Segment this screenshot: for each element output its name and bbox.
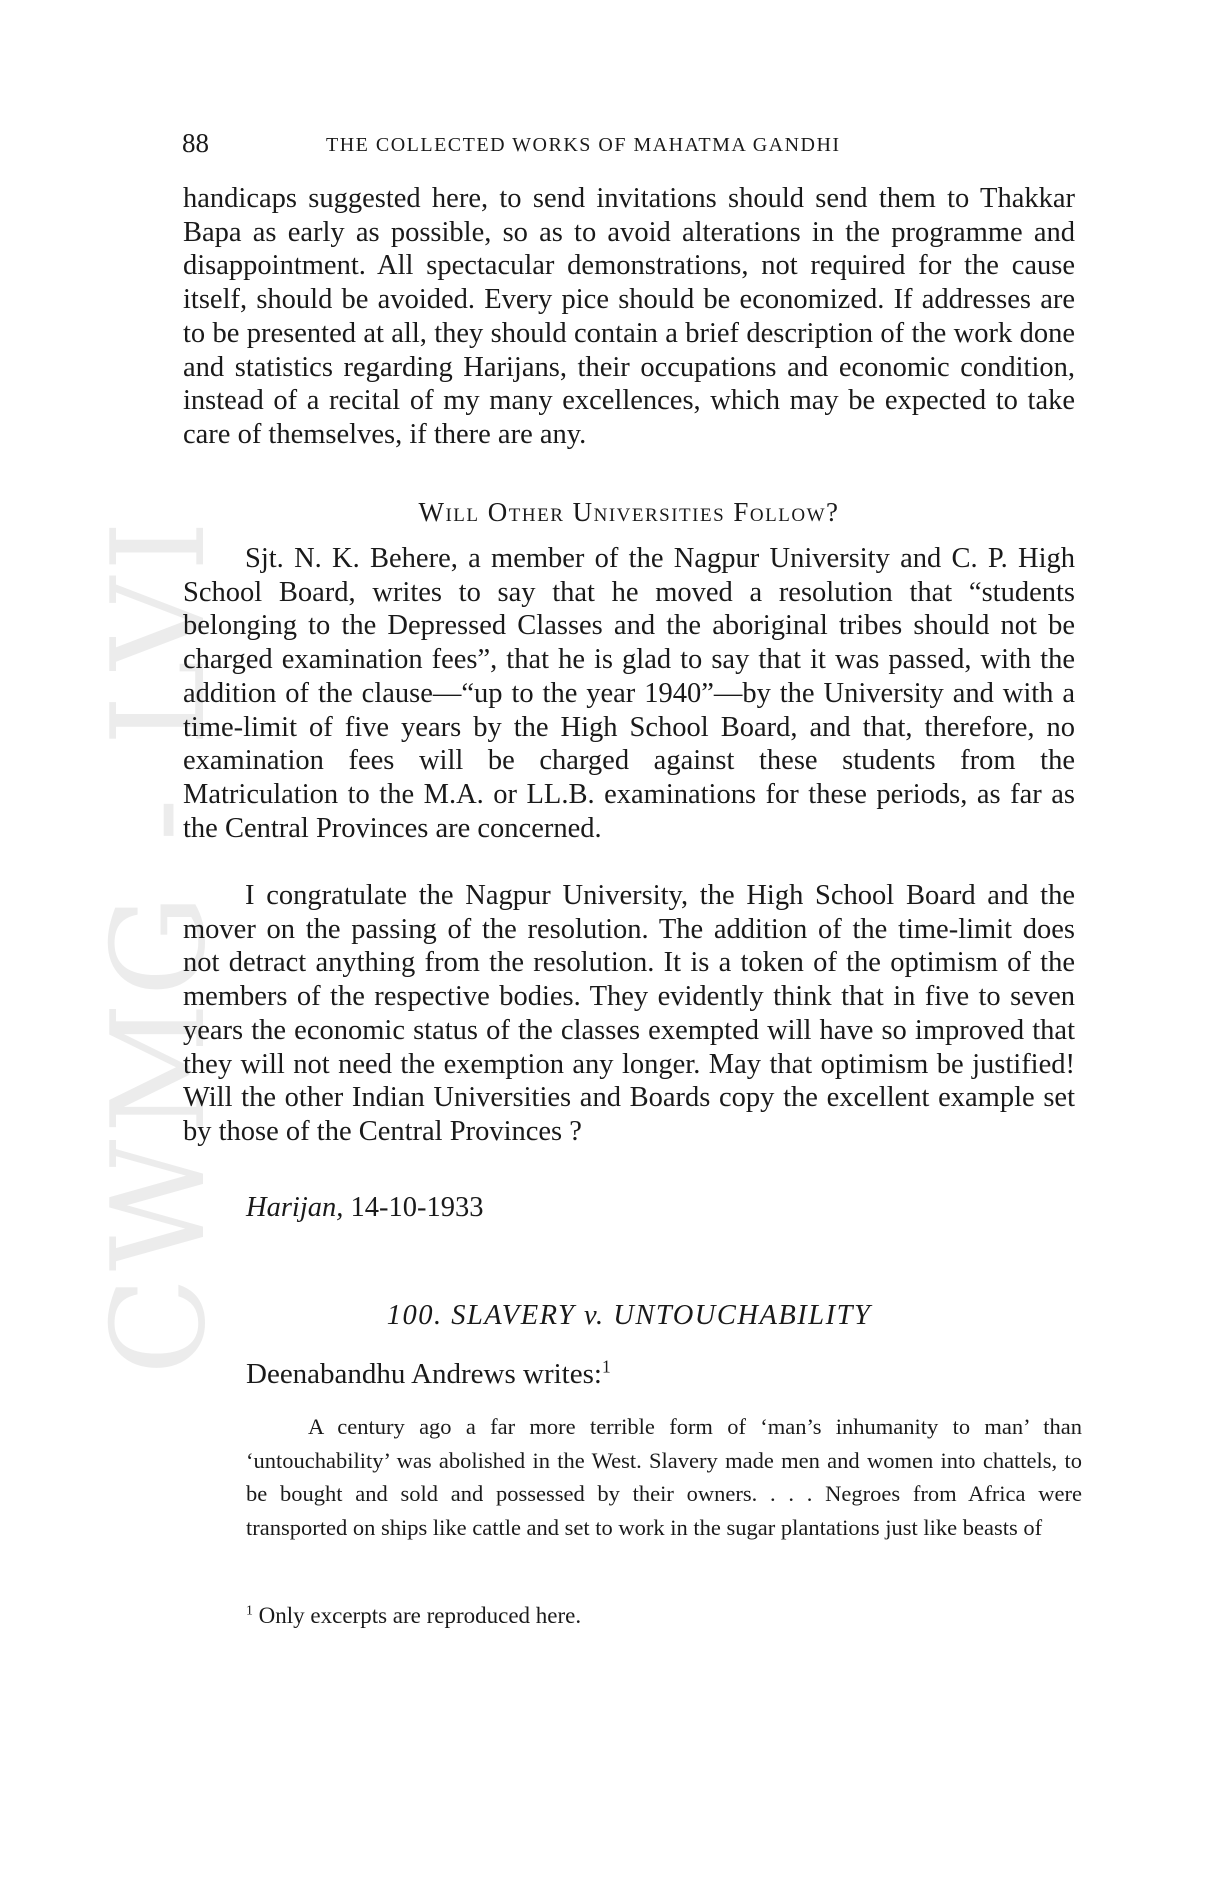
footnote-text: Only excerpts are reproduced here. (258, 1603, 582, 1628)
body-paragraph-3: I congratulate the Nagpur University, the High School Board and the mover on the passing of the resolution. The addition of the time-limit does not detract anything from the resolution. It is a token of the optimism of the members of the respective bodies. They evidently think that in five to seven years the economic status of the classes exempted will have so improved that they will not need the exemption any longer. May that optimism be justified! Will the other Indian Universities and Boards copy the excellent example set by those of the Central Provinces ? (183, 880, 1075, 1147)
block-quote: A century ago a far more terrible form of ‘man’s inhumanity to man’ than ‘untouchability’ was abolished in the West. Slavery made men and women into chattels, to be bought and sold and possessed by their owners. . . . Negroes from Africa were transported on ships like cattle and set to work in the sugar plantations just like beasts of (246, 1414, 1082, 1541)
body-paragraph-2: Sjt. N. K. Behere, a member of the Nagpur University and C. P. High School Board, writes to say that he moved a resolution that “students belonging to the Depressed Classes and the aboriginal tribes should not be charged examination fees”, that he is glad to say that it was passed, with the addition of the clause—“up to the year 1940”—by the University and with a time-limit of five years by the High School Board, and that, therefore, no examination fees will be charged against these students from the Matriculation to the M.A. or LL.B. examinations for these periods, as far as the Central Provinces are concerned. (183, 543, 1075, 844)
source-citation (246, 1192, 484, 1224)
page-number: 88 (182, 128, 209, 158)
footnote-reference: 1 (601, 1356, 611, 1377)
footnote (246, 1603, 581, 1629)
running-head: THE COLLECTED WORKS OF MAHATMA GANDHI (326, 134, 841, 156)
article-intro-text: Deenabandhu Andrews writes: (246, 1358, 602, 1390)
watermark: CWMG - LVI (85, 514, 234, 1376)
body-paragraph-1: handicaps suggested here, to send invitations should send them to Thakkar Bapa as early as possible, so as to avoid alterations in the programme and disappointment. All spectacular demonstrations, not required for the cause itself, should be avoided. Every pice should be economized. If addresses are to be presented at all, they should contain a brief description of the work done and statistics regarding Harijans, their occupations and economic condition, instead of a recital of my many excellences, which may be expected to take care of themselves, if there are any. (183, 183, 1075, 450)
section-subheading: Will Other Universities Follow? (418, 497, 840, 527)
article-title: 100. SLAVERY v. UNTOUCHABILITY (386, 1300, 872, 1331)
source-publication: Harijan, (246, 1192, 344, 1223)
source-date: 14-10-1933 (350, 1192, 484, 1223)
footnote-mark: 1 (246, 1602, 253, 1618)
article-intro (246, 1358, 611, 1391)
